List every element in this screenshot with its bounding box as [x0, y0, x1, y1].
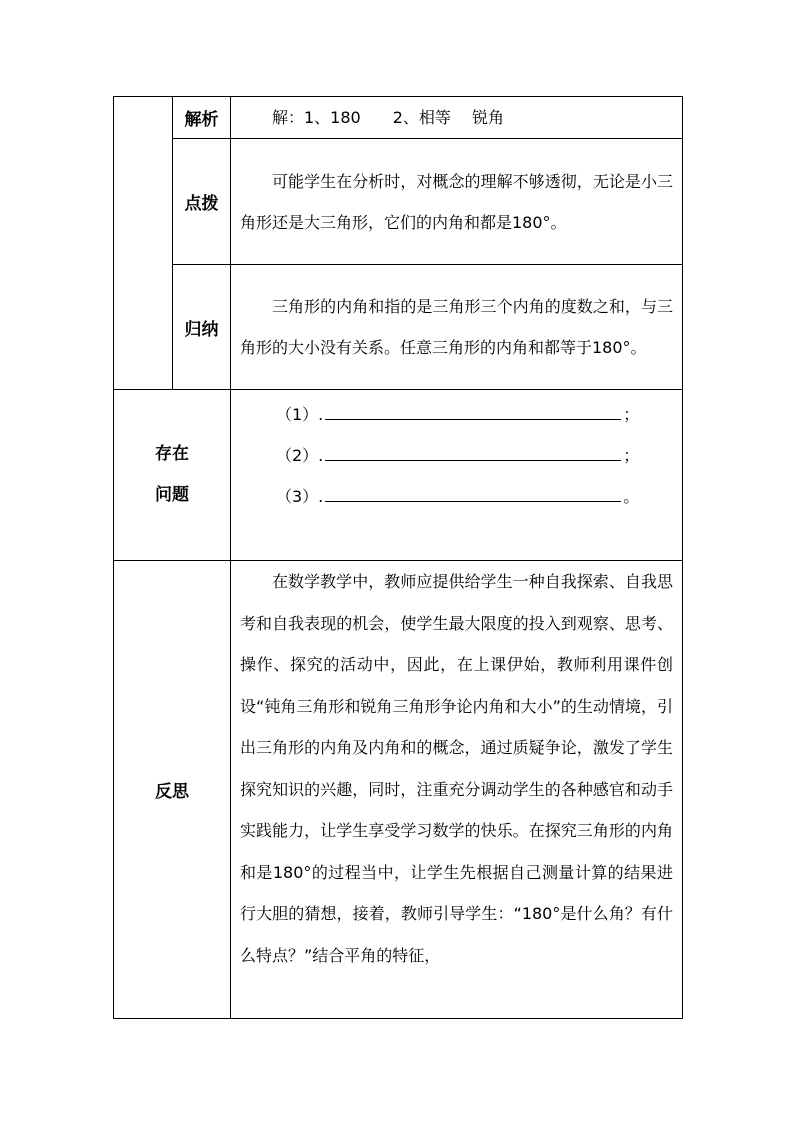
summary-cell — [231, 265, 683, 390]
row-analysis — [114, 97, 683, 139]
analysis-cell — [231, 97, 683, 139]
problem-1-prefix: （1）. — [276, 405, 324, 424]
row-hint — [114, 139, 683, 265]
problem-2-prefix: （2）. — [276, 446, 324, 465]
reflection-cell — [231, 561, 683, 1019]
problem-3-prefix: （3）. — [276, 487, 324, 506]
label-analysis: 解析 — [173, 97, 231, 139]
label-summary: 归纳 — [173, 265, 231, 390]
blank-side-cell — [114, 97, 173, 390]
label-hint: 点拨 — [173, 139, 231, 265]
problem-3-blank[interactable] — [325, 483, 621, 502]
problem-1-suffix: ； — [623, 405, 640, 424]
hint-cell — [231, 139, 683, 265]
problem-item-1 — [240, 394, 673, 435]
row-reflection — [114, 561, 683, 1019]
label-problems — [114, 390, 231, 561]
problem-3-suffix: 。 — [623, 487, 640, 506]
lesson-table — [113, 96, 683, 1019]
problem-2-suffix: ； — [623, 446, 640, 465]
hint-text: 可能学生在分析时，对概念的理解不够透彻，无论是小三角形还是大三角形，它们的内角和都是180°。 — [240, 171, 673, 232]
problem-2-blank[interactable] — [325, 442, 621, 461]
label-problems-line2: 问题 — [155, 485, 189, 505]
problem-1-blank[interactable] — [325, 401, 621, 420]
row-problems — [114, 390, 683, 561]
row-summary — [114, 265, 683, 390]
label-reflection: 反思 — [114, 561, 231, 1019]
analysis-text: 解：1、180 2、相等 锐角 — [272, 108, 504, 127]
reflection-text: 在数学教学中，教师应提供给学生一种自我探索、自我思考和自我表现的机会，使学生最大限度的投入到观察、思考、操作、探究的活动中，因此，在上课伊始，教师利用课件创设“钝角三角形和锐角三角形争论内角和大小”的生动情境，引出三角形的内角及内角和的概念，通过质疑争论，激发了学生探究知识的兴趣，同时，注重充分调动学生的各种感官和动手实践能力，让学生享受学习数学的快乐。在探究三角形的内角和是180°的过程当中，让学生先根据自己测量计算的结果进行大胆的猜想，接着，教师引导学生：“180°是什么角？有什么特点？”结合平角的特征， — [240, 572, 673, 965]
problem-item-2 — [240, 435, 673, 476]
label-problems-line1: 存在 — [155, 444, 189, 464]
summary-text: 三角形的内角和指的是三角形三个内角的度数之和，与三角形的大小没有关系。任意三角形的内角和都等于180°。 — [240, 297, 673, 357]
problem-item-3 — [240, 476, 673, 517]
problems-cell — [231, 390, 683, 561]
